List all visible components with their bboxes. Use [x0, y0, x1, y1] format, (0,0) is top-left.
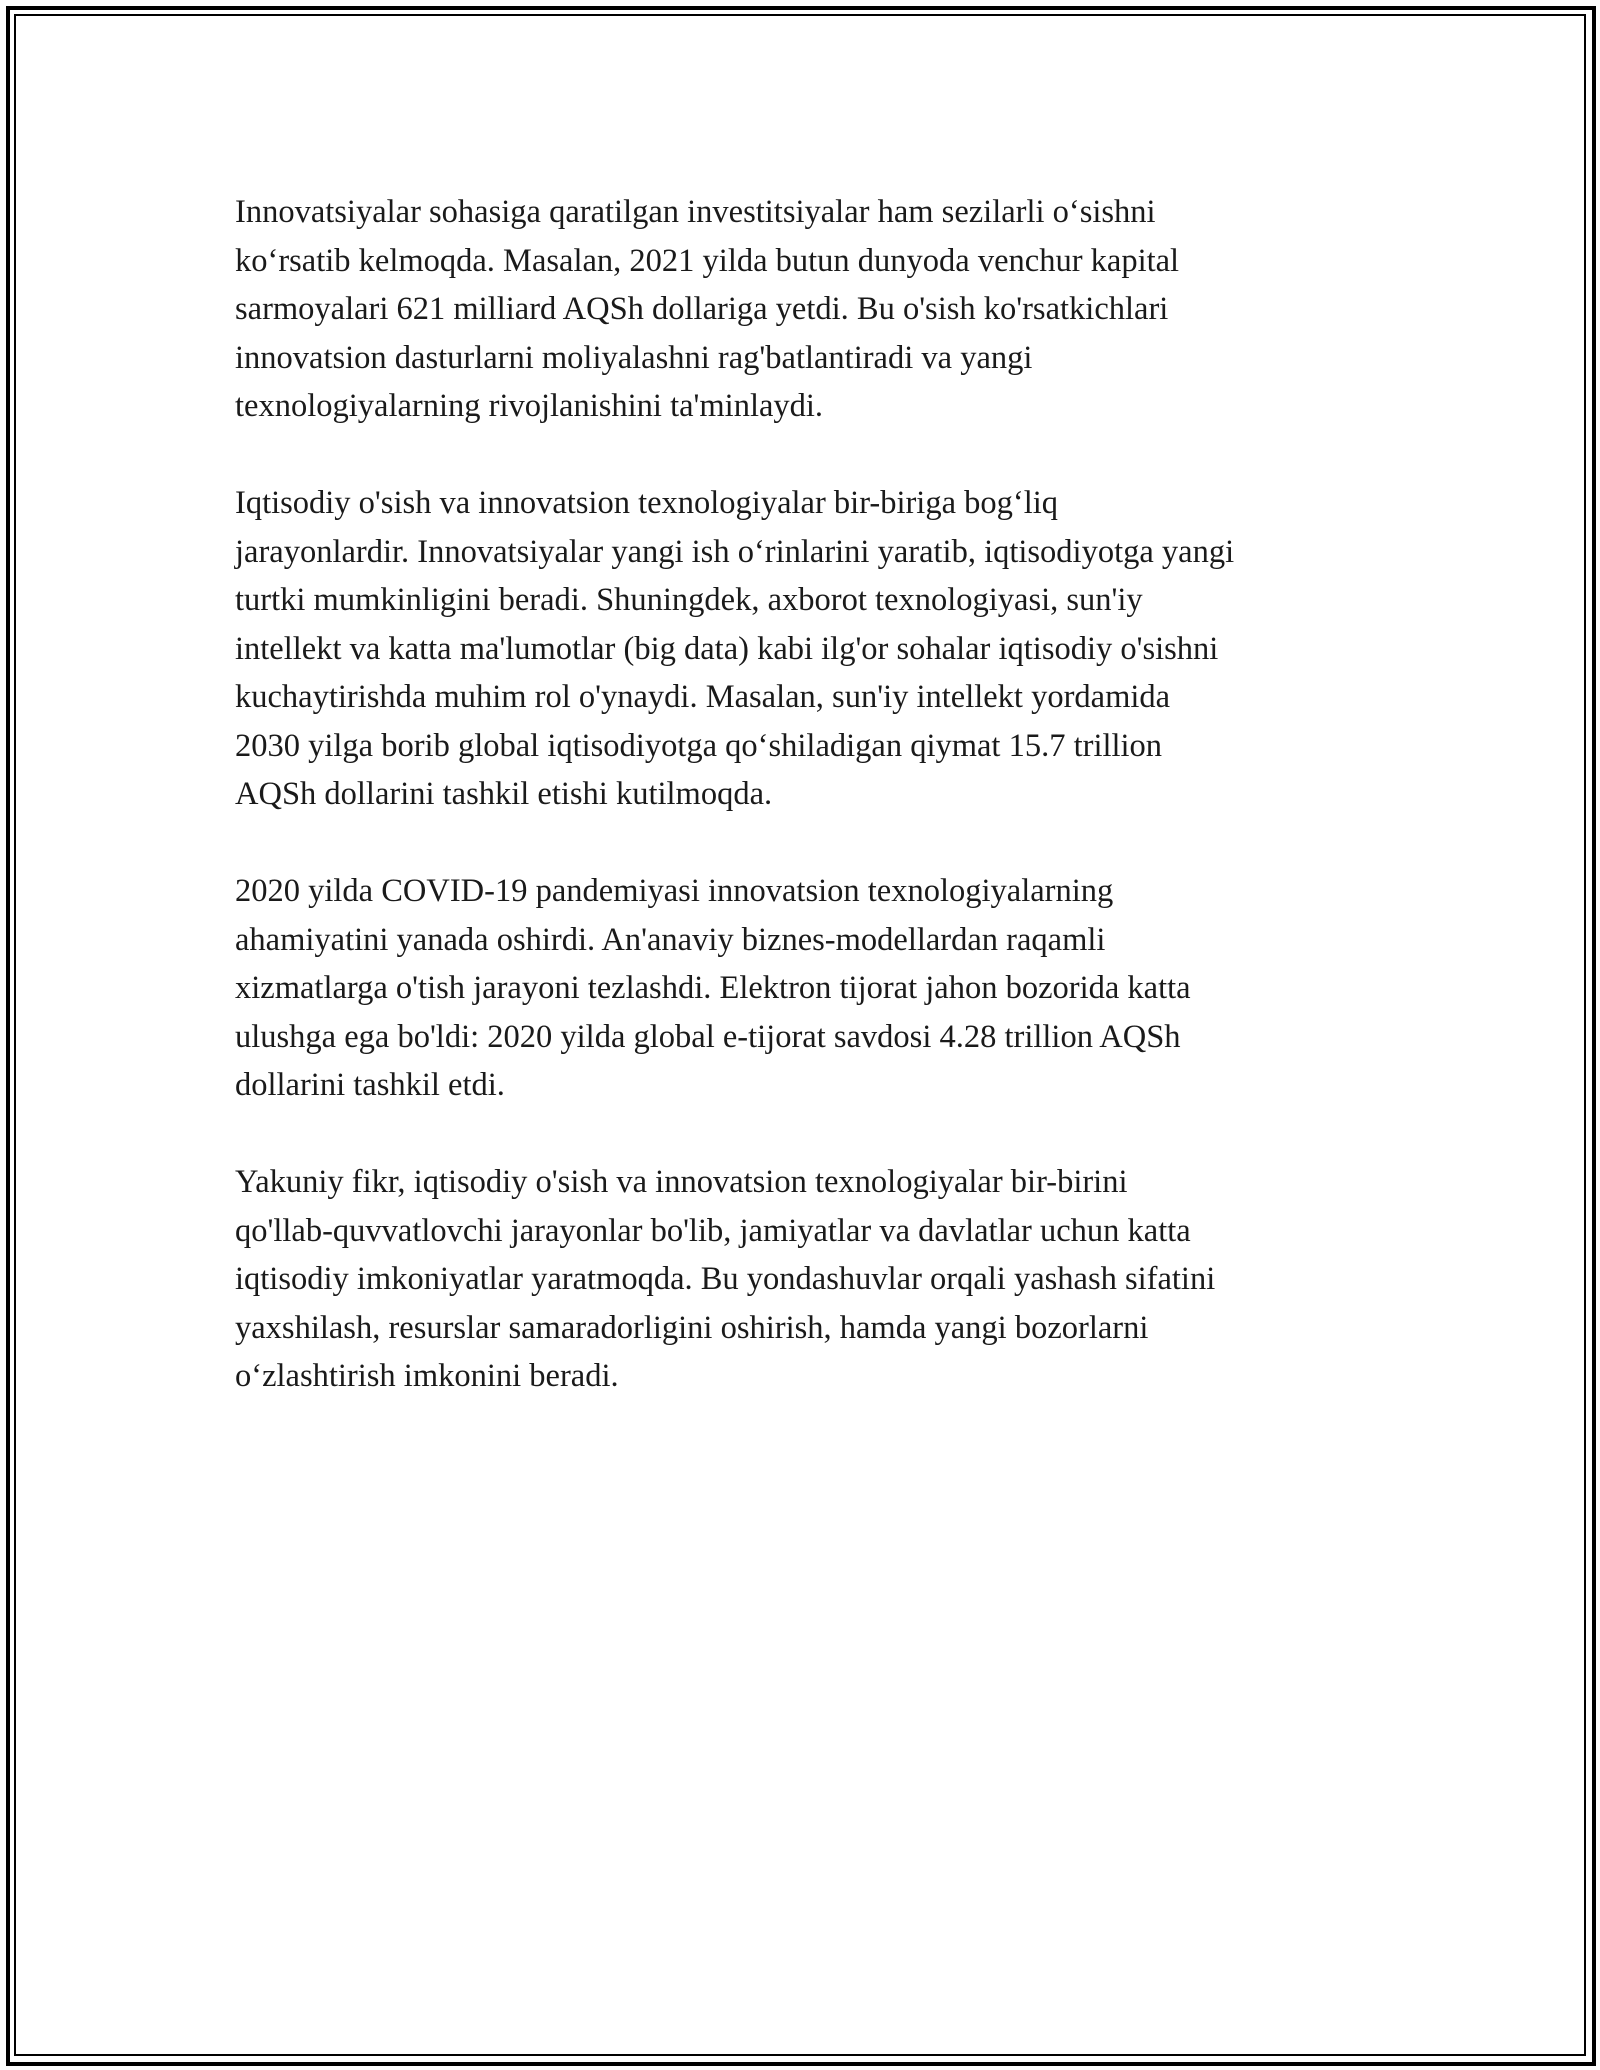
- text-line: texnologiyalarning rivojlanishini ta'minlaydi.: [235, 388, 824, 424]
- document-body: [235, 188, 1375, 1449]
- text-line: qo'llab-quvvatlovchi jarayonlar bo'lib, jamiyatlar va davlatlar uchun katta: [235, 1212, 1191, 1249]
- text-line: Iqtisodiy o'sish va innovatsion texnologiyalar bir-biriga bog‘liq: [235, 485, 1059, 521]
- text-line: ko‘rsatib kelmoqda. Masalan, 2021 yilda butun dunyoda venchur kapital: [235, 242, 1180, 279]
- text-line: o‘zlashtirish imkonini beradi.: [235, 1358, 619, 1394]
- text-line: 2020 yilda COVID-19 pandemiyasi innovatsion texnologiyalarning: [235, 873, 1114, 909]
- text-line: kuchaytirishda muhim rol o'ynaydi. Masalan, sun'iy intellekt yordamida: [235, 679, 1171, 715]
- text-line: yaxshilash, resurslar samaradorligini oshirish, hamda yangi bozorlarni: [235, 1309, 1149, 1346]
- text-line: ahamiyatini yanada oshirdi. An'anaviy biznes-modellardan raqamli: [235, 921, 1106, 958]
- text-line: jarayonlardir. Innovatsiyalar yangi ish o‘rinlarini yaratib, iqtisodiyotga yangi: [235, 533, 1235, 570]
- paragraph-covid: [235, 867, 1375, 1110]
- text-line: dollarini tashkil etdi.: [235, 1067, 505, 1103]
- paragraph-investments: [235, 188, 1375, 431]
- text-line: sarmoyalari 621 milliard AQSh dollariga yetdi. Bu o'sish ko'rsatkichlari: [235, 291, 1169, 327]
- text-line: ulushga ega bo'ldi: 2020 yilda global e-tijorat savdosi 4.28 trillion AQSh: [235, 1018, 1181, 1055]
- text-line: Innovatsiyalar sohasiga qaratilgan investitsiyalar ham sezilarli o‘sishni: [235, 194, 1156, 230]
- paragraph-economic-growth: [235, 479, 1375, 819]
- paragraph-conclusion: [235, 1158, 1375, 1401]
- text-line: iqtisodiy imkoniyatlar yaratmoqda. Bu yondashuvlar orqali yashash sifatini: [235, 1261, 1216, 1297]
- text-line: innovatsion dasturlarni moliyalashni rag'batlantiradi va yangi: [235, 339, 1033, 376]
- text-line: AQSh dollarini tashkil etishi kutilmoqda.: [235, 776, 773, 812]
- text-line: 2030 yilga borib global iqtisodiyotga qo‘shiladigan qiymat 15.7 trillion: [235, 727, 1163, 764]
- text-line: intellekt va katta ma'lumotlar (big data) kabi ilg'or sohalar iqtisodiy o'sishni: [235, 630, 1219, 667]
- text-line: turtki mumkinligini beradi. Shuningdek, axborot texnologiyasi, sun'iy: [235, 582, 1143, 618]
- text-line: xizmatlarga o'tish jarayoni tezlashdi. Elektron tijorat jahon bozorida katta: [235, 970, 1191, 1006]
- text-line: Yakuniy fikr, iqtisodiy o'sish va innovatsion texnologiyalar bir-birini: [235, 1164, 1128, 1200]
